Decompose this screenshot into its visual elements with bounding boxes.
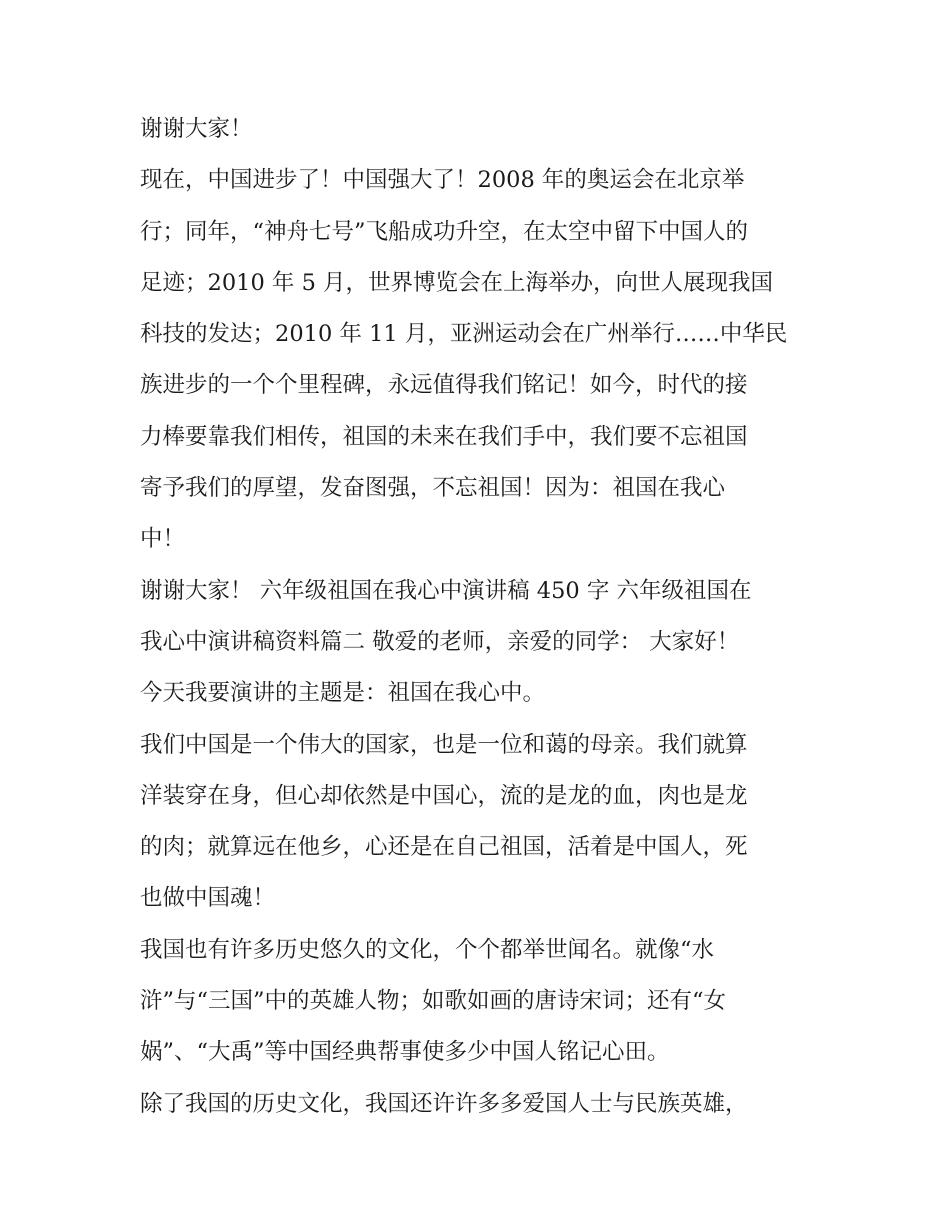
text-line: 也做中国魂！ xyxy=(140,885,276,912)
text-line: 寄予我们的厚望，发奋图强，不忘祖国！因为：祖国在我心 xyxy=(140,475,726,502)
paragraph-china-progress xyxy=(140,155,820,565)
text-line: 今天我要演讲的主题是：祖国在我心中。 xyxy=(140,680,546,707)
text-line: 谢谢大家！ 六年级祖国在我心中演讲稿 450 字 六年级祖国在 xyxy=(140,577,752,604)
text-line: 中！ xyxy=(140,526,186,553)
text-line: 力棒要靠我们相传，祖国的未来在我们手中，我们要不忘祖国 xyxy=(140,423,748,450)
text-line: 的肉；就算远在他乡，心还是在自己祖国，活着是中国人，死 xyxy=(140,834,748,861)
text-line: 我心中演讲稿资料篇二 敬爱的老师，亲爱的同学： 大家好！ xyxy=(140,628,740,655)
paragraph-speech-intro xyxy=(140,566,820,720)
text-line: 族进步的一个个里程碑，永远值得我们铭记！如今，时代的接 xyxy=(140,372,748,399)
text-line: 行；同年，“神舟七号”飞船成功升空，在太空中留下中国人的 xyxy=(140,218,749,245)
document-body xyxy=(140,104,820,1130)
text-line: 现在，中国进步了！中国强大了！2008 年的奥运会在北京举 xyxy=(140,167,745,194)
text-line: 浒”与“三国”中的英雄人物；如歌如画的唐诗宋词；还有“女 xyxy=(140,988,727,1015)
text-line: 娲”、“大禹”等中国经典帮事使多少中国人铭记心田。 xyxy=(140,1039,670,1066)
paragraph-national-heroes xyxy=(140,1079,820,1130)
text-line: 谢谢大家！ xyxy=(140,116,253,142)
text-line: 科技的发达；2010 年 11 月，亚洲运动会在广州举行……中华民 xyxy=(140,321,788,348)
paragraph-great-nation xyxy=(140,720,820,925)
paragraph-history-culture xyxy=(140,925,820,1079)
text-line: 我国也有许多历史悠久的文化，个个都举世闻名。就像“水 xyxy=(140,936,715,963)
paragraph-closing-thanks xyxy=(140,104,820,155)
text-line: 除了我国的历史文化，我国还许许多多爱国人士与民族英雄， xyxy=(140,1090,748,1117)
text-line: 洋装穿在身，但心却依然是中国心，流的是龙的血，肉也是龙 xyxy=(140,782,748,809)
text-line: 足迹；2010 年 5 月，世界博览会在上海举办，向世人展现我国 xyxy=(140,269,774,296)
text-line: 我们中国是一个伟大的国家，也是一位和蔼的母亲。我们就算 xyxy=(140,731,748,758)
